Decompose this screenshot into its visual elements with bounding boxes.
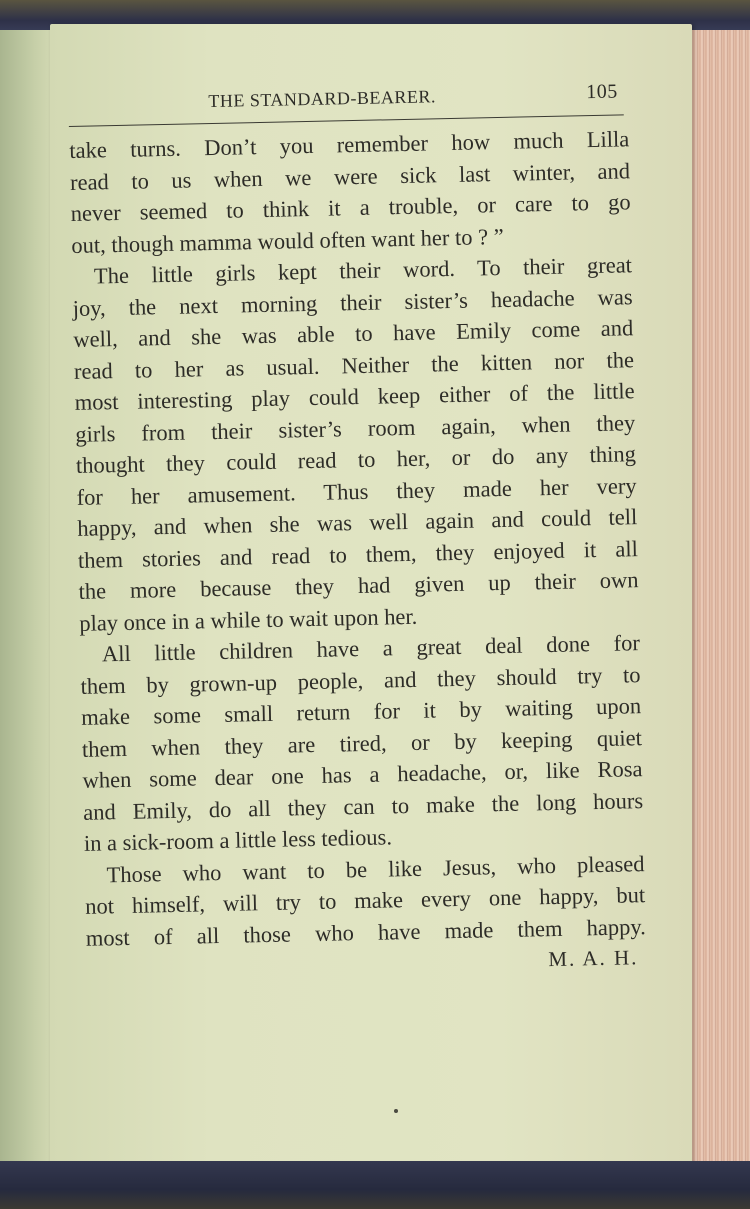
text-line: most of all those who have made them happy. — [85, 913, 647, 951]
text-line: thought they could read to her, or do any thing — [75, 441, 637, 478]
text-line: well, and she was able to have Emily come and — [73, 315, 634, 352]
page-text-block — [68, 72, 657, 984]
text-line: take turns. Don’t you remember how much Lilla — [69, 126, 630, 163]
body-text — [69, 123, 656, 954]
text-line: girls from their sister’s room again, when they — [75, 409, 636, 447]
text-line: All little children have a great deal done for — [101, 630, 641, 667]
text-line: never seemed to think it a trouble, or care to go — [70, 189, 631, 226]
printer-mark — [394, 1109, 398, 1113]
text-line: the more because they had given up their own — [78, 567, 639, 604]
book-page — [50, 24, 692, 1172]
text-line: them when they are tired, or by keeping quiet — [81, 724, 643, 762]
page-fore-edge — [684, 30, 750, 1166]
text-line: in a sick-room a little less tedious. — [83, 824, 393, 856]
text-line: most interesting play could keep either of the little — [74, 378, 635, 415]
text-line: make some small return for it by waiting upon — [81, 693, 642, 730]
text-line: out, though mamma would often want her to ? ” — [71, 223, 504, 258]
text-line: happy, and when she was well again and could tell — [77, 504, 638, 541]
text-line: read to us when we were sick last winter, and — [69, 157, 631, 195]
text-line: them by grown-up people, and they should try to — [80, 661, 641, 699]
author-signature: M. A. H. — [548, 945, 639, 972]
text-line: Those who want to be like Jesus, who pleased — [106, 850, 645, 887]
text-line: and Emily, do all they can to make the long hours — [82, 787, 644, 825]
text-line: not himself, will try to make every one happy, but — [84, 882, 646, 919]
text-line: joy, the next morning their sister’s headache was — [72, 283, 633, 321]
text-line: play once in a while to wait upon her. — [79, 603, 418, 636]
running-title: THE STANDARD-BEARER. — [208, 86, 437, 112]
text-line: when some dear one has a headache, or, like Rosa — [82, 756, 643, 793]
text-line: read to her as usual. Neither the kitten nor the — [73, 346, 635, 384]
text-line: The little girls kept their word. To their great — [93, 252, 633, 289]
text-line: for her amusement. Thus they made her very — [76, 472, 637, 510]
page-number: 105 — [586, 80, 619, 104]
book-cover-bottom-edge — [0, 1161, 750, 1209]
page-header — [68, 72, 639, 120]
text-line: them stories and read to them, they enjoyed it all — [77, 535, 639, 573]
